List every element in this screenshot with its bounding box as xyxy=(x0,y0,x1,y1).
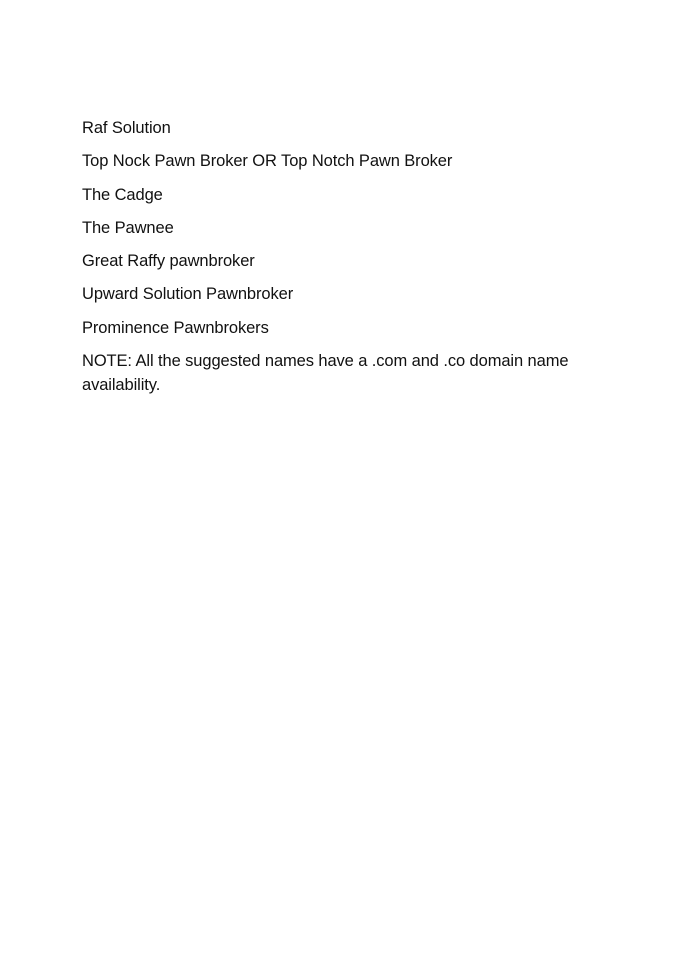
name-suggestion-7: Prominence Pawnbrokers xyxy=(82,318,269,337)
name-suggestion-4: The Pawnee xyxy=(82,218,174,237)
name-suggestion-6: Upward Solution Pawnbroker xyxy=(82,285,294,304)
domain-note: NOTE: All the suggested names have a .com and .co domain name availability. xyxy=(82,352,569,395)
name-suggestion-3: The Cadge xyxy=(82,185,163,204)
name-suggestion-1: Raf Solution xyxy=(82,119,171,137)
name-suggestion-2: Top Nock Pawn Broker OR Top Notch Pawn Broker xyxy=(82,152,453,171)
name-suggestion-5: Great Raffy pawnbroker xyxy=(82,252,255,271)
document-body xyxy=(82,116,602,397)
